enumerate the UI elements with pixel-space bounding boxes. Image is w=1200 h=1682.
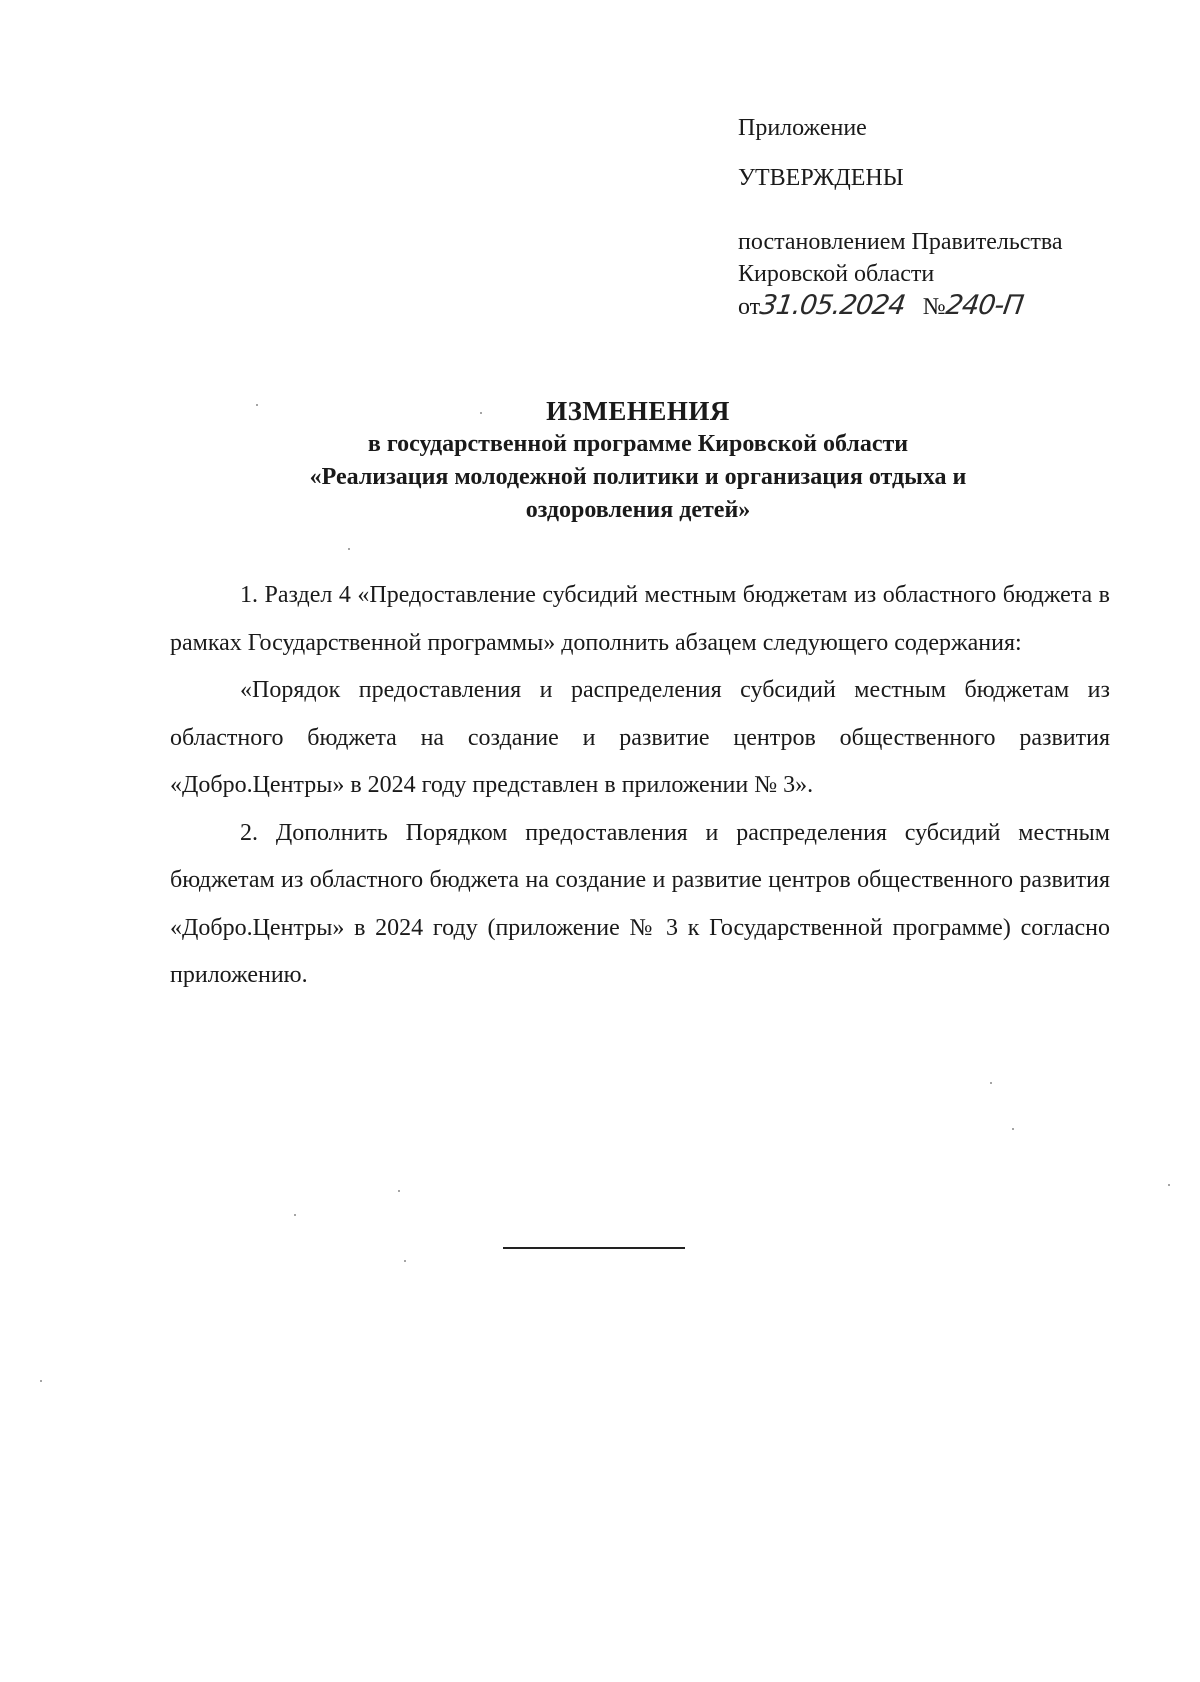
document-heading	[168, 394, 1108, 527]
date-number-line	[738, 290, 1178, 323]
number-prefix: №	[922, 294, 946, 320]
scan-speck	[40, 1380, 42, 1382]
document-title: ИЗМЕНЕНИЯ	[546, 396, 730, 426]
date-prefix: от	[738, 294, 761, 320]
scan-speck	[398, 1190, 400, 1192]
approval-block	[738, 112, 1178, 323]
scan-speck	[348, 548, 350, 550]
scan-speck	[990, 1082, 992, 1084]
scan-speck	[404, 1260, 406, 1262]
heading-line-3: оздоровления детей»	[525, 497, 751, 523]
closing-rule	[503, 1247, 685, 1249]
paragraph-1: 1. Раздел 4 «Предоставление субсидий местным бюджетам из областного бюджета в рамках Государственной программы» дополнить абзацем следующего содержания:	[170, 582, 1110, 656]
paragraph-3: 2. Дополнить Порядком предоставления и распределения субсидий местным бюджетам из областного бюджета на создание и развитие центров общественного развития «Добро.Центры» в 2024 году (приложение № 3 к Государственной программе) согласно приложению.	[170, 819, 1110, 988]
appendix-label: Приложение	[738, 115, 867, 141]
heading-line-2: «Реализация молодежной политики и организация отдыха и	[309, 464, 967, 490]
scan-speck	[256, 404, 258, 406]
handwritten-date: 31.05.2024	[758, 290, 908, 321]
heading-line-1: в государственной программе Кировской области	[367, 431, 909, 457]
approved-by-line-1: постановлением Правительства	[738, 229, 1063, 255]
scan-speck	[1168, 1184, 1170, 1186]
document-body	[170, 572, 1110, 1000]
paragraph-2: «Порядок предоставления и распределения субсидий местным бюджетам из областного бюджета на создание и развитие центров общественного развития «Добро.Центры» в 2024 году представлен в приложении № 3».	[170, 677, 1110, 798]
approved-label: УТВЕРЖДЕНЫ	[738, 165, 904, 191]
approved-by-line-2: Кировской области	[738, 261, 935, 287]
scan-speck	[294, 1214, 296, 1216]
scan-speck	[480, 412, 482, 414]
scan-speck	[1012, 1128, 1014, 1130]
handwritten-number: 240-П	[943, 290, 1025, 321]
